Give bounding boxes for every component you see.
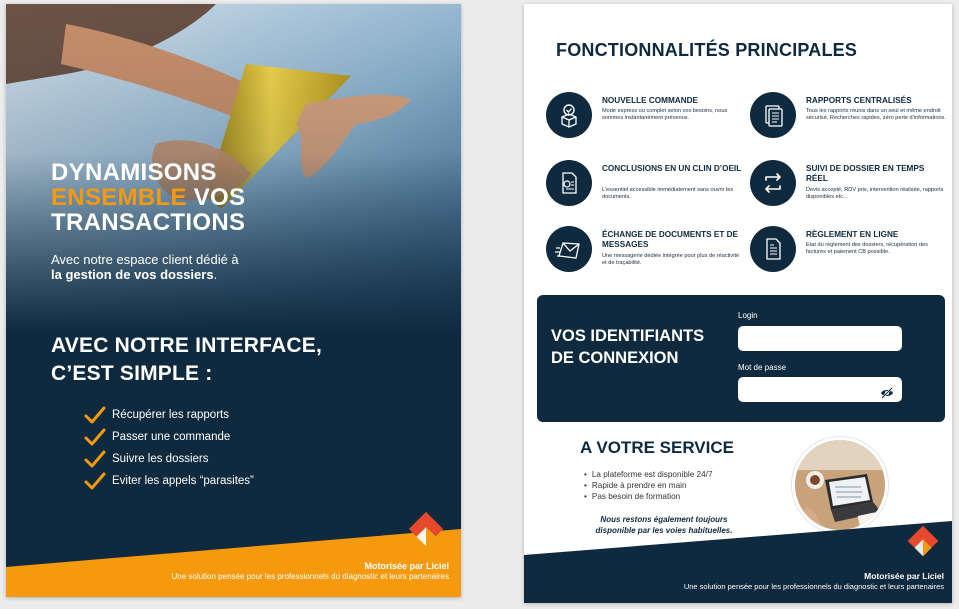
footer-tagline: Une solution pensée pour les professionnels du diagnostic et leurs partenaires xyxy=(683,582,944,591)
liciel-logo-icon xyxy=(407,510,445,548)
service-title: A VOTRE SERVICE xyxy=(580,438,734,457)
feature-title: RÈGLEMENT EN LIGNE xyxy=(806,230,899,239)
login-input[interactable] xyxy=(738,326,902,351)
hero-subtitle-line2 xyxy=(51,267,239,282)
feature-description: Etat du règlement des dossiers, récupération des factures et paiement CB possible. xyxy=(806,242,928,255)
password-input[interactable] xyxy=(738,377,902,402)
checkmark-icon xyxy=(84,472,106,490)
reports-icon xyxy=(750,92,796,138)
hero-subtitle-line1: Avec notre espace client dédié à xyxy=(51,252,239,267)
hero-title-accent: ENSEMBLE xyxy=(51,184,187,211)
list-item: • La plateforme est disponible 24/7 xyxy=(584,469,713,480)
login-title-line1: VOS IDENTIFIANTS xyxy=(551,327,705,345)
simple-heading xyxy=(51,332,322,388)
hero-subtitle xyxy=(51,252,239,282)
simple-heading-line1: AVEC NOTRE INTERFACE, xyxy=(51,334,322,357)
footer-tagline: Une solution pensée pour les professionnels du diagnostic et leurs partenaires xyxy=(171,572,449,581)
feature-description: L’essentiel accessible immédiatement sans ouvrir les documents. xyxy=(602,187,734,200)
checklist-label: Suivre les dossiers xyxy=(112,453,209,465)
service-note-line1: Nous restons également toujours xyxy=(600,515,728,524)
envelope-icon xyxy=(546,226,592,272)
hero-title-rest: VOS xyxy=(186,184,246,211)
feature-title: CONCLUSIONS EN UN CLIN D’OEIL xyxy=(602,164,742,173)
flyer-page-right xyxy=(524,4,952,603)
features-title: FONCTIONNALITÉS PRINCIPALES xyxy=(556,40,858,60)
checklist-label: Passer une commande xyxy=(112,431,231,443)
hero-title-line3: TRANSACTIONS xyxy=(51,209,246,236)
footer-brand: Motorisée par Liciel xyxy=(364,561,449,571)
feature-title: RAPPORTS CENTRALISÉS xyxy=(806,96,912,105)
feature-conclusions xyxy=(546,160,746,220)
checkmark-icon xyxy=(84,450,106,468)
list-item: • Rapide à prendre en main xyxy=(584,480,713,491)
liciel-logo-icon xyxy=(906,524,940,558)
list-item xyxy=(84,426,254,448)
flyer-page-left xyxy=(6,4,461,597)
hero-subtitle-end: . xyxy=(213,267,218,282)
service-list xyxy=(584,469,713,502)
checkmark-icon xyxy=(84,428,106,446)
feature-new-order xyxy=(546,92,746,152)
box-check-icon xyxy=(546,92,592,138)
feature-title: ÉCHANGE DE DOCUMENTS ET DE MESSAGES xyxy=(602,230,739,249)
login-label: Login xyxy=(738,311,758,320)
checkmark-icon xyxy=(84,406,106,424)
checklist-label: Eviter les appels “parasites” xyxy=(112,475,254,487)
hero-subtitle-bold: la gestion de vos dossiers xyxy=(51,267,214,282)
feature-tracking xyxy=(750,160,950,220)
list-item xyxy=(84,470,254,492)
footer-brand: Motorisée par Liciel xyxy=(864,571,944,581)
benefit-checklist xyxy=(84,404,254,492)
feature-description: Devis accepté, RDV pris, intervention réalisée, rapports disponibles etc... xyxy=(806,187,944,200)
login-title xyxy=(551,325,704,369)
feature-description: Tous les rapports réunis dans un seul et même endroit sécurisé. Recherches rapides, zéro perte d’informations. xyxy=(806,108,946,121)
list-item xyxy=(84,404,254,426)
password-label: Mot de passe xyxy=(738,363,787,372)
service-note-line2: disponible par les voies habituelles. xyxy=(595,526,733,535)
checklist-label: Récupérer les rapports xyxy=(112,409,229,421)
document-conclusion-icon xyxy=(546,160,592,206)
hero-title-line2 xyxy=(51,185,245,210)
feature-title: SUIVI DE DOSSIER EN TEMPS RÉEL xyxy=(806,164,925,183)
feature-description: Une messagerie dédiée intégrée pour plus de réactivité et de traçabilité. xyxy=(602,253,740,266)
sync-arrows-icon xyxy=(750,160,796,206)
list-item: • Pas besoin de formation xyxy=(584,491,713,502)
simple-heading-line2: C’EST SIMPLE : xyxy=(51,362,213,385)
hero-title-line1: DYNAMISONS xyxy=(51,159,217,186)
list-item xyxy=(84,448,254,470)
feature-description: Mode express ou complet selon vos besoins, nous sommes instantanément prévenus. xyxy=(602,108,728,121)
feature-reports xyxy=(750,92,950,152)
login-title-line2: DE CONNEXION xyxy=(551,349,679,367)
invoice-icon xyxy=(750,226,796,272)
hero-title xyxy=(51,160,245,235)
feature-messaging xyxy=(546,226,746,286)
footer-orange-band xyxy=(6,517,461,597)
eye-slash-icon[interactable] xyxy=(880,387,894,399)
feature-title: NOUVELLE COMMANDE xyxy=(602,96,698,105)
feature-payment xyxy=(750,226,950,286)
